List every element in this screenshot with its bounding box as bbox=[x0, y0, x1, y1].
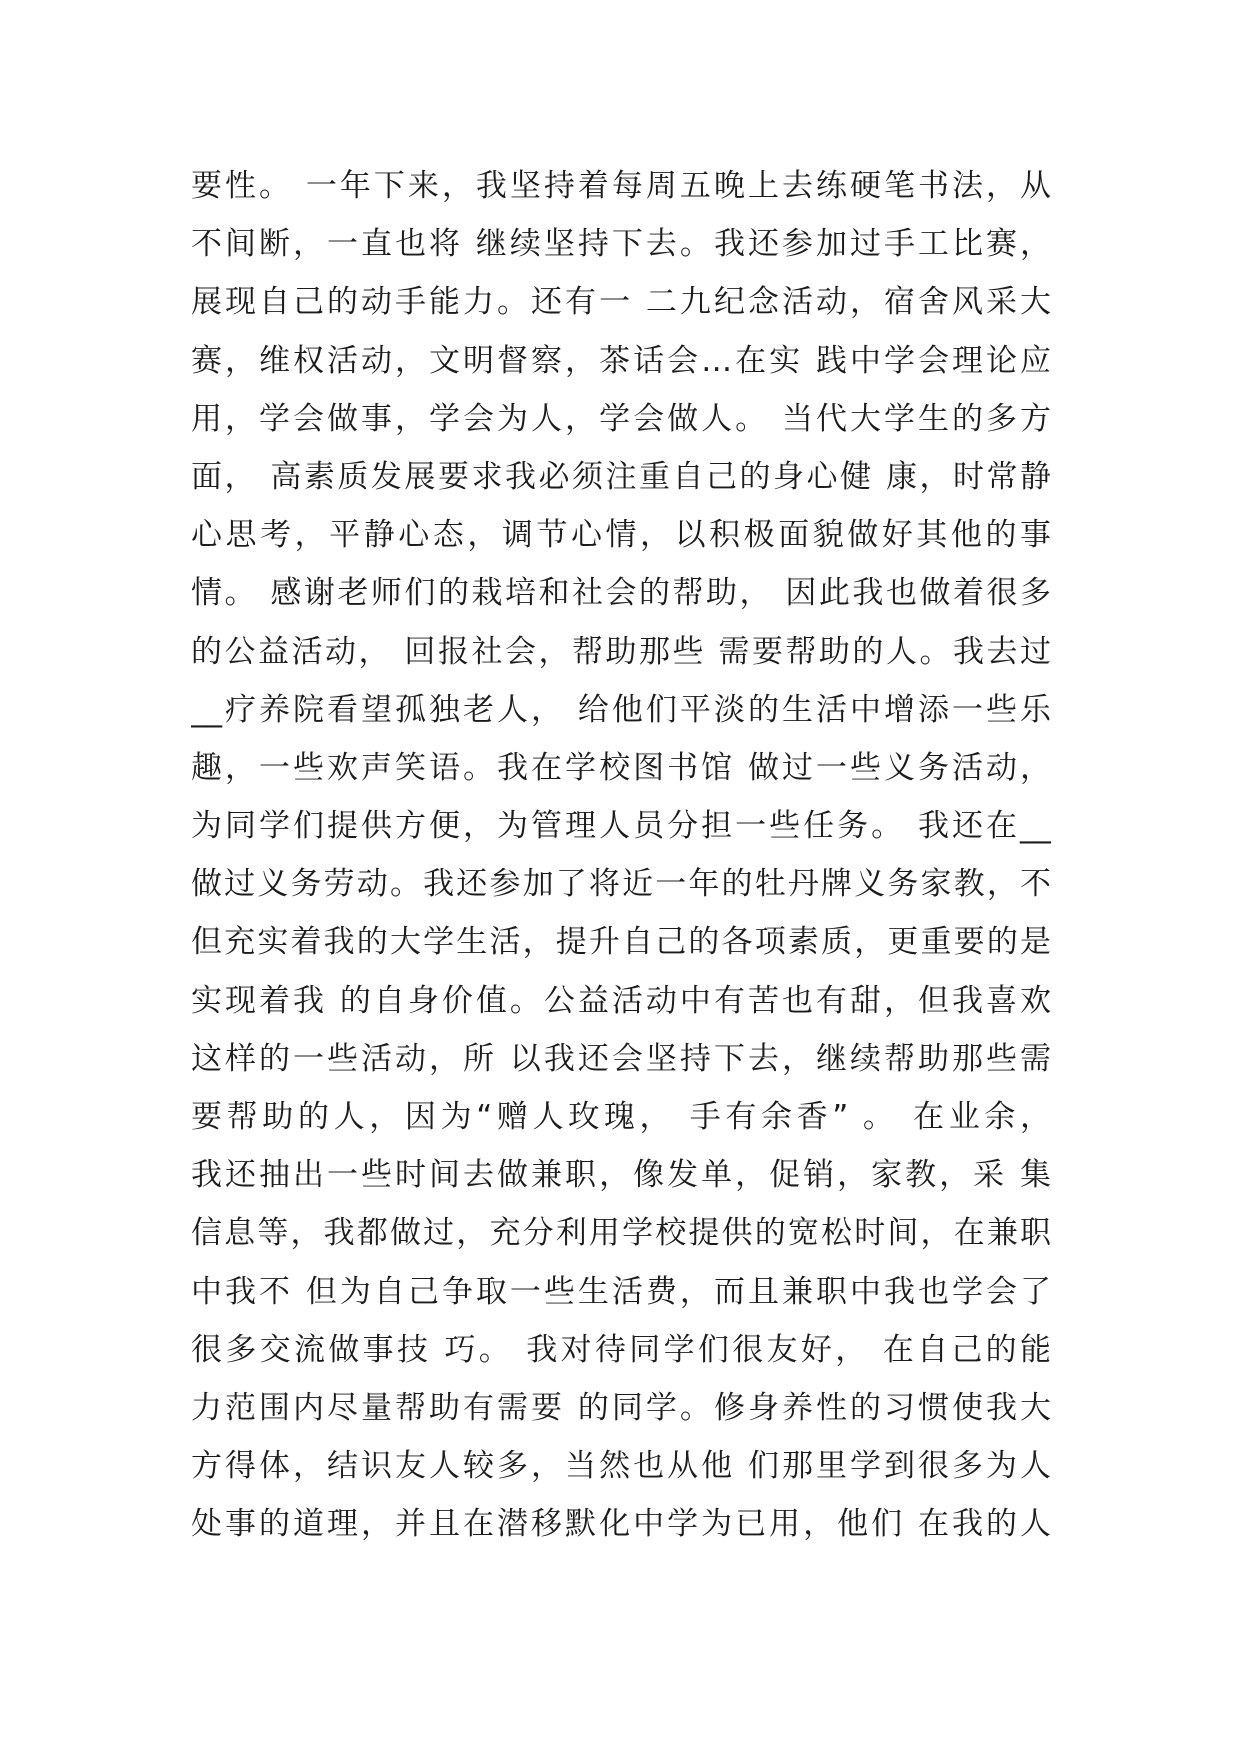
text-line: 的公益活动， 回报社会，帮助那些 需要帮助的人。我去过 bbox=[191, 633, 1051, 670]
text-line: 不间断，一直也将 继续坚持下去。我还参加过手工比赛， bbox=[191, 226, 1051, 263]
text-line: 实现着我 的自身价值。公益活动中有苦也有甜，但我喜欢 bbox=[191, 982, 1051, 1019]
text-line: 趣，一些欢声笑语。我在学校图书馆 做过一些义务活动， bbox=[191, 749, 1051, 786]
text-line: 展现自己的动手能力。还有一 二九纪念活动，宿舍风采大 bbox=[191, 284, 1051, 321]
text-line: 心思考，平静心态，调节心情，以积极面貌做好其他的事 bbox=[191, 517, 1051, 554]
text-line: 中我不 但为自己争取一些生活费，而且兼职中我也学会了 bbox=[191, 1273, 1051, 1310]
text-line: 方得体，结识友人较多，当然也从他 们那里学到很多为人 bbox=[191, 1448, 1051, 1485]
text-line: __疗养院看望孤独老人， 给他们平淡的生活中增添一些乐 bbox=[191, 691, 1051, 728]
text-line: 为同学们提供方便，为管理人员分担一些任务。 我还在__ bbox=[191, 808, 1051, 845]
text-line: 这样的一些活动，所 以我还会坚持下去，继续帮助那些需 bbox=[191, 1040, 1051, 1077]
text-line: 很多交流做事技 巧。 我对待同学们很友好， 在自己的能 bbox=[191, 1331, 1051, 1368]
text-line: 用，学会做事，学会为人，学会做人。 当代大学生的多方 bbox=[191, 400, 1051, 437]
text-line: 要性。 一年下来，我坚持着每周五晚上去练硬笔书法，从 bbox=[191, 168, 1051, 204]
body-text bbox=[191, 157, 1051, 1554]
text-line: 赛，维权活动，文明督察，茶话会…在实 践中学会理论应 bbox=[191, 342, 1051, 379]
text-line: 但充实着我的大学生活，提升自己的各项素质，更重要的是 bbox=[191, 924, 1051, 961]
text-line: 做过义务劳动。我还参加了将近一年的牡丹牌义务家教，不 bbox=[191, 866, 1051, 903]
text-line: 信息等，我都做过，充分利用学校提供的宽松时间，在兼职 bbox=[191, 1215, 1051, 1252]
text-line: 情。 感谢老师们的栽培和社会的帮助， 因此我也做着很多 bbox=[191, 575, 1051, 612]
text-line: 处事的道理，并且在潜移默化中学为已用，他们 在我的人 bbox=[191, 1506, 1051, 1543]
text-line: 面， 高素质发展要求我必须注重自己的身心健 康，时常静 bbox=[191, 458, 1051, 495]
text-line: 要帮助的人，因为“赠人玫瑰， 手有余香” 。 在业余， bbox=[191, 1099, 1051, 1135]
text-line: 我还抽出一些时间去做兼职，像发单，促销，家教，采 集 bbox=[191, 1157, 1051, 1194]
text-line: 力范围内尽量帮助有需要 的同学。修身养性的习惯使我大 bbox=[191, 1389, 1051, 1426]
